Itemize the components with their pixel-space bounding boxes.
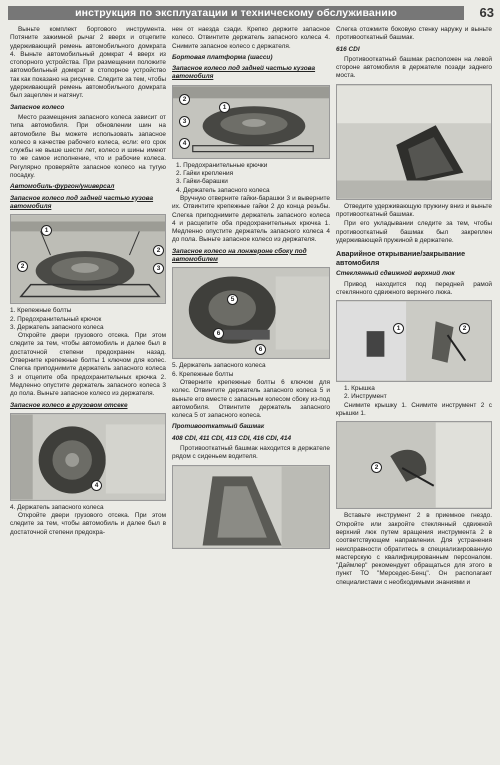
page-header bbox=[8, 4, 494, 22]
heading-sunroof: Стеклянный сдвижной верхний люк bbox=[336, 270, 455, 278]
callout-2: 2 bbox=[459, 323, 470, 334]
legend-item: 3. Гайки-барашки bbox=[176, 178, 228, 186]
figure-spare-under-body bbox=[10, 214, 166, 304]
spare-side-illustration bbox=[173, 268, 329, 358]
callout-3: 3 bbox=[153, 263, 164, 274]
callout-4: 4 bbox=[179, 138, 190, 149]
spare-cargo-illustration bbox=[11, 414, 165, 500]
figure-insert-tool bbox=[336, 421, 492, 509]
figure-spare-side bbox=[172, 267, 330, 359]
paragraph-cargo: Откройте двери грузового отсека. При этом следите за тем, чтобы автомобиль и далее был в достаточной степени предохра- bbox=[10, 512, 166, 536]
paragraph-side-bolts: Отверните крепежные болты 6 ключом для колес. Отвинтите держатель запасного колеса 5 и выньте его вместе с запасным колесом сбоку из-под автомобиля. Отвинтите держатель запасного колеса 5 от запасного колеса. bbox=[172, 378, 330, 420]
heading-wheel-chock: Противооткатный башмак bbox=[172, 423, 265, 431]
legend-item: 6. Крепежные болты bbox=[172, 370, 234, 378]
legend-item: 2. Гайки крепления bbox=[176, 170, 234, 178]
paragraph-chock: Противооткатный башмак находится в держателе рядом с сиденьем водителя. bbox=[172, 445, 330, 461]
spare-under-rear-illustration bbox=[173, 86, 329, 158]
heading-models: 408 CDI, 411 CDI, 413 CDI, 416 CDI, 414 bbox=[172, 434, 292, 442]
callout-2b: 2 bbox=[17, 261, 28, 272]
callout-2: 2 bbox=[371, 462, 382, 473]
callout-2: 2 bbox=[179, 94, 190, 105]
heading-spare-under-rear: Запасное колесо под задней частью кузова автомобиля bbox=[172, 65, 316, 81]
callout-3: 3 bbox=[179, 116, 190, 127]
callout-1: 1 bbox=[219, 102, 230, 113]
paragraph-stowing: При его укладывании следите за тем, чтобы противооткатный башмак был закреплен удерживающей пружиной в держателе. bbox=[336, 220, 492, 244]
figure-chock-axle bbox=[336, 84, 492, 200]
figure-cover-tool bbox=[336, 300, 492, 382]
insert-tool-illustration bbox=[337, 422, 491, 508]
legend-item: 2. Предохранительный крючок bbox=[10, 315, 102, 323]
callout-4: 4 bbox=[91, 480, 102, 491]
callout-1: 1 bbox=[41, 225, 52, 236]
paragraph-under-body: Откройте двери грузового отсека. При этом следите за тем, чтобы автомобиль и далее был в достаточной степени предохранен назад. Отверните крепежные болты 1 ключом для колес. Слегка приподнимите держатель запасного колеса 3 и отцепите оба предохранительных крючка 2. Медленно опустите держатель запасного колеса 3 до пола. Выньте запасное колесо из держателя. bbox=[10, 332, 166, 398]
legend-item: 3. Держатель запасного колеса bbox=[10, 323, 104, 331]
chock-seat-illustration bbox=[173, 466, 329, 548]
figure-spare-under-rear bbox=[172, 85, 330, 159]
heading-spare-under-body: Запасное колесо под задней частью кузова автомобиля bbox=[10, 194, 154, 210]
paragraph-spare-wheel: Место размещения запасного колеса зависит от типа автомобиля. При обновлении шин на автомобиле Вы можете использовать запасное колесо в качестве рабочего колеса, если: его срок службы не выше шести лет, колесо и шины имеют то же самое исполнение, что и рабочие колеса. Регулярно проверяйте запасное колесо на тугую посадку. bbox=[10, 113, 166, 180]
figure-chock-seat bbox=[172, 465, 330, 549]
column-1 bbox=[10, 26, 166, 538]
paragraph-jack: Выньте комплект бортового инструмента. Потяните зажимной рычаг 2 вверх и отцепите удерживающий ремень автомобильного домкрата 4. Выньте автомобильный домкрат 4 вверх из стопорного устройства. При размещении положите автомобильный домкрат в стопорное устройство так как показано на рисунке. Следите за тем, чтобы удерживающий ремень автомобильного домкрата был зацеплен и натянут. bbox=[10, 26, 166, 100]
callout-2: 2 bbox=[153, 245, 164, 256]
cover-tool-illustration bbox=[337, 301, 491, 381]
callout-5: 5 bbox=[227, 294, 238, 305]
legend-item: 1. Крышка bbox=[344, 385, 375, 393]
callout-1: 1 bbox=[393, 323, 404, 334]
legend-item: 1. Крепежные болты bbox=[10, 307, 72, 315]
legend-item: 1. Предохранительные крючки bbox=[176, 161, 268, 169]
paragraph-616: Противооткатный башмак расположен на левой стороне автомобиля в держателе позади заднего моста. bbox=[336, 55, 492, 80]
heading-platform: Бортовая платформа (шасси) bbox=[172, 53, 273, 61]
paragraph-remove-cover: Снимите крышку 1. Снимите инструмент 2 с крышки 1. bbox=[336, 401, 492, 418]
page-number: 63 bbox=[479, 5, 494, 20]
heading-616: 616 CDI bbox=[336, 45, 360, 53]
chock-axle-illustration bbox=[337, 85, 491, 199]
figure-spare-cargo bbox=[10, 413, 166, 501]
heading-spare-cargo: Запасное колесо в грузовом отсеке bbox=[10, 401, 128, 409]
heading-spare-side: Запасное колесо на лонжероне сбоку под автомобилем bbox=[172, 247, 307, 264]
paragraph-insert-tool: Вставьте инструмент 2 в приемное гнездо. Откройте или закройте стеклянный сдвижной верхний люк путем вращения инструмента 2 в соответствующем направлении. Для устранения неисправности обратитесь в специализированную мастерскую с квалифицированным персоналом. "Даймлер" рекомендует обращаться для этого в пункт ТО "Мерседес-Бенц". Он располагает специалистами с необходимыми знаниями и bbox=[336, 512, 492, 586]
heading-emergency: Аварийное открывание/закрывание автомобиля bbox=[336, 249, 466, 268]
paragraph-wing-nuts: Вручную отверните гайки-барашки 3 и выверните их. Отвинтите крепежные гайки 2 до конца резьбы. Слегка приподнимите держатель запасного колеса 4 и расцепите оба предохранительных крючка 1. Медленно опустите держатель запасного колеса 4 до пола. Выньте запасное колесо из держателя. bbox=[172, 194, 330, 244]
paragraph-side-wall: Слегка отожмите боковую стенку наружу и выньте противооткатный башмак. bbox=[336, 26, 492, 42]
callout-6b: 6 bbox=[255, 344, 266, 355]
legend-item: 4. Держатель запасного колеса bbox=[176, 186, 270, 194]
paragraph-spring: Отведите удерживающую пружину вниз и выньте противооткатный башмак. bbox=[336, 202, 492, 219]
heading-van: Автомобиль-фургон/универсал bbox=[10, 183, 115, 191]
spare-under-body-illustration bbox=[11, 215, 165, 303]
paragraph-drive: Привод находится под передней рамой стеклянного сдвижного верхнего люка. bbox=[336, 280, 492, 296]
legend-item: 4. Держатель запасного колеса bbox=[10, 503, 104, 511]
heading-spare-wheel: Запасное колесо bbox=[10, 103, 65, 111]
paragraph-cargo-cont: нен от наезда сзади. Крепко держите запасное колесо. Отвинтите держатель запасного колеса 4. Снимите запасное колесо с держателя. bbox=[172, 26, 330, 50]
callout-6: 6 bbox=[213, 328, 224, 339]
column-2 bbox=[172, 26, 330, 552]
legend-item: 5. Держатель запасного колеса bbox=[172, 362, 266, 370]
header-title: инструкция по эксплуатации и техническому обслуживанию bbox=[75, 7, 397, 19]
legend-item: 2. Инструмент bbox=[344, 393, 387, 401]
column-3 bbox=[336, 26, 492, 588]
